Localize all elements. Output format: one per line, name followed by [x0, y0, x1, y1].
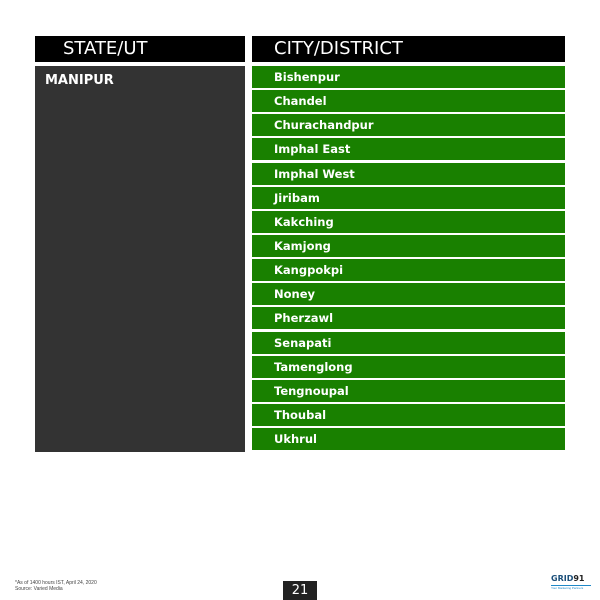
logo-word: GRID [551, 574, 574, 583]
district-item: Senapati [252, 332, 565, 354]
footnote-source: Source: Varied Media [15, 586, 63, 592]
footnote [15, 580, 97, 592]
district-item: Ukhrul [252, 428, 565, 450]
district-item: Noney [252, 283, 565, 305]
district-item: Tengnoupal [252, 380, 565, 402]
district-item: Pherzawl [252, 307, 565, 329]
district-item: Chandel [252, 90, 565, 112]
state-name: MANIPUR [45, 73, 114, 88]
district-list [252, 66, 565, 452]
district-item: Kangpokpi [252, 259, 565, 281]
footnote-date: *As of 1400 hours IST, April 24, 2020 [15, 580, 97, 586]
grid91-logo [551, 574, 593, 594]
logo-number: 91 [573, 574, 585, 583]
city-column-header: CITY/DISTRICT [252, 36, 565, 62]
district-item: Thoubal [252, 404, 565, 426]
district-item: Kamjong [252, 235, 565, 257]
district-item: Bishenpur [252, 66, 565, 88]
district-item: Imphal East [252, 138, 565, 160]
district-item: Churachandpur [252, 114, 565, 136]
district-item: Tamenglong [252, 356, 565, 378]
state-column-header: STATE/UT [35, 36, 245, 62]
page-number: 21 [283, 581, 317, 600]
district-item: Jiribam [252, 187, 565, 209]
district-item: Imphal West [252, 163, 565, 185]
district-item: Kakching [252, 211, 565, 233]
state-cell [35, 66, 245, 452]
logo-tagline: Your Marketing Partners [551, 586, 584, 590]
